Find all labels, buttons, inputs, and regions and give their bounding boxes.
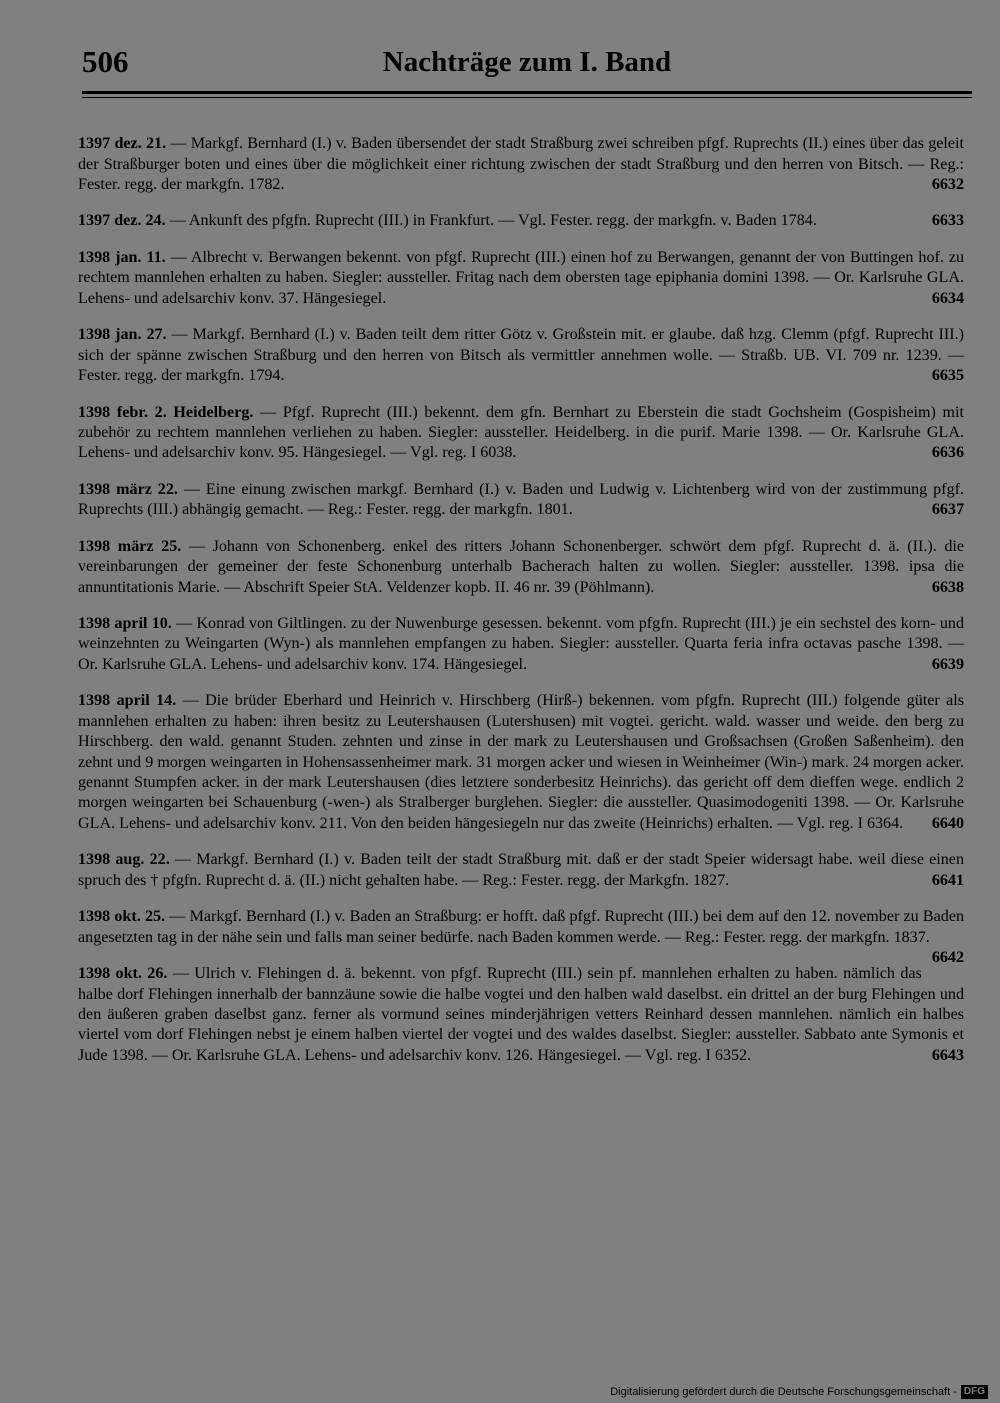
running-title: Nachträge zum I. Band (382, 46, 672, 78)
footer-credit: Digitalisierung gefördert durch die Deutsche Forschungsgemeinschaft - (610, 1386, 957, 1398)
regest-list (78, 118, 964, 1071)
regest-entry (78, 907, 965, 967)
entry-number: 6642 (931, 949, 964, 967)
header-rule (82, 91, 972, 94)
entry-text: — Ankunft des pfgfn. Ruprecht (III.) in Frankfurt. — Vgl. Fester. regg. der markgfn. v. Baden 1784. (169, 212, 817, 230)
entry-date: 1398 okt. 26. (78, 965, 168, 983)
entry-text: — Johann von Schonenberg. enkel des ritters Johann Schonenberger. schwört dem pfgf. Ruprecht d. ä. (II.). die vereinbarungen der gemeiner der feste Schonenburg unterhalb Bacherach halten zu wollen. Siegler: aussteller. 1398. ipsa die annuntitationis Marie. — Abschrift Speier StA. Veldenzer kopb. II. 46 nr. 39 (Pöhlmann). (78, 537, 964, 596)
entry-date: 1398 febr. 2. Heidelberg. (78, 403, 254, 421)
entry-text: — Konrad von Giltlingen. zu der Nuwenburge gesessen. bekennt. vom pfgfn. Ruprecht (III.) je ein sechstel des korn- und weinzehnten zu Weingarten (Wyn-) als mannlehen empfangen zu haben. Siegler: aussteller. Quarta feria infra octavas pasche 1398. — Or. Karlsruhe GLA. Lehens- und adelsarchiv konv. 174. Hängesiegel. (78, 615, 964, 673)
regest-entry (78, 614, 964, 675)
dfg-logo-icon: DFG (961, 1385, 988, 1399)
entry-number: 6636 (931, 444, 964, 462)
regest-entry (78, 480, 964, 521)
page-number: 506 (82, 44, 129, 79)
regest-entry (78, 134, 964, 195)
regest-entry (78, 403, 964, 464)
entry-number: 6635 (931, 367, 964, 385)
regest-entry (78, 691, 964, 834)
entry-date: 1397 dez. 21. (78, 135, 167, 153)
entry-date: 1398 april 10. (78, 615, 172, 633)
regest-entry (78, 537, 964, 598)
entry-number: 6632 (931, 175, 964, 193)
entry-text: — Markgf. Bernhard (I.) v. Baden teilt der stadt Straßburg mit. daß er der stadt Speier widersagt habe. weil diese einen spruch des † pfgfn. Ruprecht d. ä. (II.) nicht gehalten habe. — Reg.: Fester. regg. der Markgfn. 1827. (78, 851, 965, 889)
regest-entry (78, 211, 964, 231)
regest-entry (78, 850, 964, 891)
entry-number: 6637 (931, 501, 964, 519)
entry-number: 6634 (931, 289, 964, 307)
entry-number: 6638 (931, 578, 964, 596)
entry-number: 6643 (931, 1046, 964, 1064)
entry-date: 1398 märz 25. (78, 537, 182, 555)
regest-entry (78, 325, 964, 386)
entry-text: — Albrecht v. Berwangen bekennt. von pfgf. Ruprecht (III.) einen hof zu Berwangen, genannt der von Buttingen hof. zu rechtem mannlehen erhalten zu haben. Siegler: aussteller. Fritag nach dem obersten tage epiphania domini 1398. — Or. Karlsruhe GLA. Lehens- und adelsarchiv konv. 37. Hängesiegel. (78, 248, 965, 307)
entry-text: — Eine einung zwischen markgf. Bernhard (I.) v. Baden und Ludwig v. Lichtenberg wird von der zustimmung pfgf. Ruprechts (III.) abhängig gemacht. — Reg.: Fester. regg. der markgfn. 1801. (78, 480, 964, 519)
entry-text: — Pfgf. Ruprecht (III.) bekennt. dem gfn. Bernhart zu Eberstein die stadt Gochsheim (Gospisheim) mit zubehör zu rechtem mannlehen verliehen zu haben. Siegler: aussteller. Heidelberg. in die purif. Marie 1398. — Or. Karlsruhe GLA. Lehens- und adelsarchiv konv. 95. Hängesiegel. — Vgl. reg. I 6038. (78, 403, 964, 462)
entry-date: 1398 april 14. (78, 692, 177, 710)
entry-date: 1398 jan. 11. (78, 248, 166, 266)
entry-text: — Die brüder Eberhard und Heinrich v. Hirschberg (Hirß-) bekennen. vom pfgfn. Ruprecht (III.) folgende güter als mannlehen erhalten zu haben: ihren besitz zu Leutershausen (Lutershusen) mit vogtei. gericht. wald. wasser und weide. den berg zu Hirschberg. den wald. genannt Studen. zehnten und zinse in der mark zu Leutershausen und Großsachsen (Großen Saßenheim). den zehnt und 9 morgen weingarten in Hohensassenheimer mark. 31 morgen acker und wiesen in Weinheimer (Win-) mark. 24 morgen acker. genannt Stumpfen acker. in der mark Leutershausen (dies letztere sonderbesitz Heinrichs). das gericht off dem dieffen wege. endlich 2 morgen weingarten bei Schauenburg (-wen-) als Stralberger burglehen. Siegler: die aussteller. Quasimodogeniti 1398. — Or. Karlsruhe GLA. Lehens- und adelsarchiv konv. 211. Von den beiden hängesiegeln nur das zweite (Heinrichs) erhalten. — Vgl. reg. I 6364. (78, 692, 964, 832)
entry-date: 1397 dez. 24. (78, 212, 166, 230)
entry-number: 6639 (931, 655, 964, 673)
header-rule-thin (82, 97, 972, 98)
regest-entry (78, 964, 964, 1066)
regest-entry (78, 248, 964, 309)
entry-number: 6640 (931, 814, 964, 832)
entry-date: 1398 aug. 22. (78, 851, 170, 869)
entry-text: — Markgf. Bernhard (I.) v. Baden übersendet der stadt Straßburg zwei schreiben pfgf. Ruprechts (II.) eines über das geleit der Straßburger boten und eines über die möglichkeit einer richtung zwischen der stadt Straßburg und den herren von Bitsch. — Reg.: Fester. regg. der markgfn. 1782. (78, 135, 964, 193)
entry-number: 6641 (931, 871, 964, 889)
entry-text: — Markgf. Bernhard (I.) v. Baden an Straßburg: er hofft. daß pfgf. Ruprecht (III.) bei dem auf den 12. november zu Baden angesetzten tag in der nähe sein und falls man seiner bedürfe. nach Baden kommen werde. — Reg.: Fester. regg. der markgfn. 1837. (78, 908, 965, 946)
entry-date: 1398 okt. 25. (78, 908, 166, 926)
entry-date: 1398 jan. 27. (78, 326, 167, 344)
entry-text: — Markgf. Bernhard (I.) v. Baden teilt dem ritter Götz v. Großstein mit. er glaube. daß hzg. Clemm (pfgf. Ruprecht III.) sich der spänne zwischen Straßburg und den herren von Bitsch als vermittler annehmen wolle. — Straßb. UB. VI. 709 nr. 1239. — Fester. regg. der markgfn. 1794. (78, 326, 964, 385)
entry-date: 1398 märz 22. (78, 480, 178, 498)
entry-number: 6633 (931, 212, 964, 230)
digitization-footer (610, 1384, 988, 1400)
entry-text: — Ulrich v. Flehingen d. ä. bekennt. von pfgf. Ruprecht (III.) sein pf. mannlehen erhalten zu haben. nämlich das halbe dorf Flehingen innerhalb der bannzäune sowie die halbe vogtei und den halben wald daselbst. ein drittel an der burg Flehingen und den äußeren graben daselbst ganz. ferner als vormund seines minderjährigen vetters Reinhard dessen mannlehen. nämlich ein halbes viertel vom dorf Flehingen nebst je einem halben viertel der vogtei und des waldes daselbst. Siegler: aussteller. Sabbato ante Symonis et Jude 1398. — Or. Karlsruhe GLA. Lehens- und adelsarchiv konv. 126. Hängesiegel. — Vgl. reg. I 6352. (78, 965, 964, 1064)
page-header (82, 40, 972, 92)
